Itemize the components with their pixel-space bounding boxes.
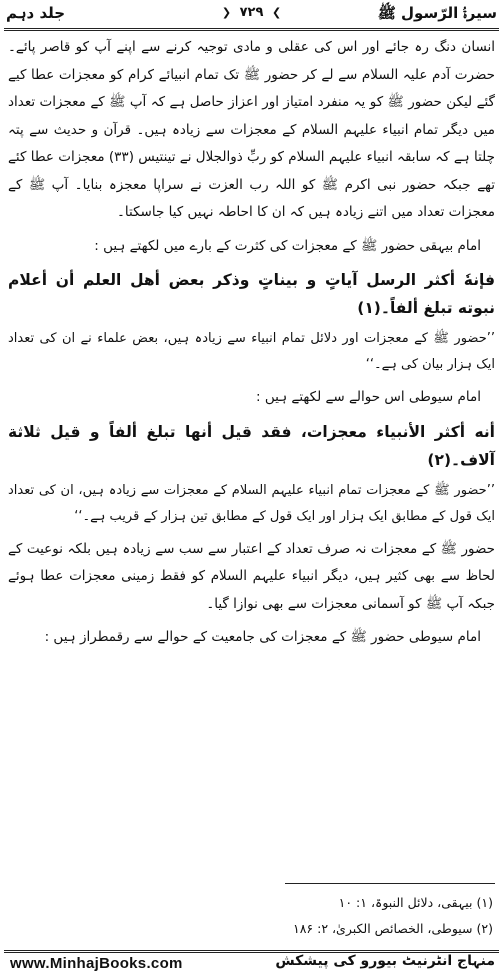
- paragraph: امام سیوطی حضور ﷺ کے معجزات کی جامعیت کے حوالے سے رقمطراز ہیں :: [44, 629, 481, 645]
- main-text: [8, 34, 495, 658]
- footnotes: [293, 890, 493, 942]
- paragraph: امام بیہقی حضور ﷺ کے معجزات کی کثرت کے بارے میں لکھتے ہیں :: [94, 237, 481, 254]
- translation-quote: ’’حضور ﷺ کے معجزات اور دلائل تمام انبیاء سے زیادہ ہیں، بعض علماء نے ان کی تعداد ایک ہزار بیان کی ہے۔‘‘: [8, 331, 495, 372]
- footnote: (۲) سیوطی، الخصائص الکبریٰ، ۲: ۱۸۶: [292, 921, 493, 936]
- translation-quote: ’’حضور ﷺ کے معجزات تمام انبیاء علیہم السلام کے معجزات سے زیادہ ہیں، ان کی تعداد ایک قول کے مطابق ایک ہزار اور ایک قول کے مطابق تین ہزار کے قریب ہے۔‘‘: [8, 482, 495, 524]
- book-title: سیرۃُ الرّسول ﷺ: [377, 4, 497, 22]
- website-link[interactable]: www.MinhajBooks.com: [10, 955, 183, 972]
- paragraph: حضور ﷺ کے معجزات نہ صرف تعداد کے اعتبار سے سب سے زیادہ ہیں بلکہ نوعیت کے لحاظ سے بھی کثیر ہیں، دیگر انبیاء علیہم السلام کو فقط زمینی معجزات عطا ہوئے جبکہ آپ ﷺ کو آسمانی معجزات سے بھی نوازا گیا۔: [8, 540, 495, 612]
- page-number: ۷۲۹: [239, 5, 264, 20]
- ornament-left-icon: ❮: [221, 6, 232, 19]
- footnote: (۱) بیہقی، دلائل النبوۃ، ۱: ۱۰: [338, 895, 493, 910]
- arabic-quote: أنه أكثر الأنبياء معجزات، فقد قيل أنها تبلغ ألفاً و قيل ثلاثة آلاف۔(۲): [8, 422, 495, 469]
- arabic-quote: فإنهٗ أكثر الرسل آياتٍ و بيناتٍ وذكر بعض أهل العلم أن أعلام نبوته تبلغ ألفاً۔(۱): [8, 271, 495, 317]
- paragraph: امام سیوطی اس حوالے سے لکھتے ہیں :: [256, 389, 481, 405]
- paragraph: انسان دنگ رہ جائے اور اس کی عقلی و مادی توجیہ کرنے سے اپنے آپ کو قاصر پائے۔ حضرت آدم علیہ السلام سے لے کر حضور ﷺ تک تمام انبیائے کرام کو معجزات عطا کیے گئے لیکن حضور ﷺ کو یہ منفرد امتیاز اور اعزاز حاصل ہے کہ آپ ﷺ کے معجزات تعداد میں دیگر تمام انبیاء علیہم السلام کے معجزات سے زیادہ ہیں۔ قرآن و حدیث سے پتہ چلتا ہے کہ سابقہ انبیاء علیہم السلام کو ربِّ ذوالجلال نے تینتیس (۳۳) معجزات عطا کئے تھے جبکہ حضور نبی اکرم ﷺ کو اللہ رب العزت نے سراپا معجزہ بنایا۔ آپ ﷺ کے معجزات تعداد میں اتنے زیادہ ہیں کہ ان کا احاطہ نہیں کیا جاسکتا۔: [8, 39, 495, 220]
- page-number-block: [4, 5, 499, 20]
- ornament-right-icon: ❯: [271, 6, 282, 19]
- publisher-credit: منہاج انٹرنیٹ بیورو کی پیشکش: [275, 953, 495, 969]
- footnote-divider: [285, 883, 495, 884]
- volume-label: جلد دہم: [6, 4, 66, 22]
- page-header: [4, 2, 499, 28]
- header-divider: [4, 28, 499, 31]
